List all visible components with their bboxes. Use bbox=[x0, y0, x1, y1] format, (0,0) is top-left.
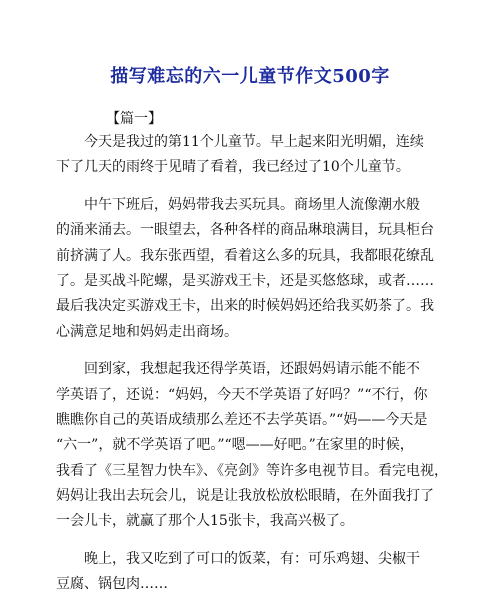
paragraph-line: 下了几天的雨终于见晴了看着，我已经过了10个儿童节。 bbox=[56, 159, 410, 176]
paragraph-line: 中午下班后，妈妈带我去买玩具。商场里人流像潮水般 bbox=[84, 196, 420, 213]
section-label: 【篇一】 bbox=[106, 111, 162, 127]
paragraph-line: 瞧瞧你自己的英语成绩那么差还不去学英语。”“妈——今天是 bbox=[56, 411, 428, 428]
paragraph-line: 回到家，我想起我还得学英语，还跟妈妈请示能不能不 bbox=[84, 361, 420, 378]
paragraph-gap bbox=[56, 345, 430, 357]
paragraph-line: 今天是我过的第11个儿童节。早上起来阳光明媚，连续 bbox=[84, 134, 424, 150]
document-body bbox=[56, 130, 448, 598]
paragraph-line: 一会儿卡，就赢了那个人15张卡，我高兴极了。 bbox=[56, 513, 354, 530]
paragraph-line: 的涌来涌去。一眼望去，各种各样的商品琳琅满目，玩具柜台 bbox=[56, 222, 434, 239]
paragraph-line: 我看了《三星智力快车》、《亮剑》等许多电视节目。看完电视， bbox=[56, 462, 448, 479]
paragraph-1 bbox=[56, 130, 430, 181]
paragraph-2 bbox=[56, 193, 434, 345]
paragraph-line: “六一”，就不学英语了吧。”“嗯——好吧。”在家里的时候， bbox=[56, 437, 414, 454]
paragraph-gap bbox=[56, 535, 430, 547]
paragraph-line: 了。是买战斗陀螺，是买游戏王卡，还是买悠悠球，或者…… bbox=[56, 272, 434, 289]
paragraph-line: 学英语了，还说：“妈妈，今天不学英语了好吗？”“不行，你 bbox=[56, 386, 428, 403]
paragraph-3 bbox=[56, 357, 448, 535]
paragraph-line: 晚上，我又吃到了可口的饭菜，有：可乐鸡翅、尖椒干 bbox=[84, 550, 420, 567]
paragraph-line: 妈妈让我出去玩会儿，说是让我放松放松眼睛，在外面我打了 bbox=[56, 488, 434, 505]
paragraph-line: 豆腐、锅包肉…… bbox=[56, 576, 168, 593]
paragraph-line: 最后我决定买游戏王卡，出来的时候妈妈还给我买奶茶了。我 bbox=[56, 298, 434, 315]
document-title: 描写难忘的六一儿童节作文500字 bbox=[110, 66, 390, 87]
paragraph-4 bbox=[56, 547, 430, 598]
paragraph-line: 前挤满了人。我东张西望，看着这么多的玩具，我都眼花缭乱 bbox=[56, 247, 434, 264]
paragraph-line: 心满意足地和妈妈走出商场。 bbox=[56, 323, 238, 340]
paragraph-gap bbox=[56, 181, 430, 193]
